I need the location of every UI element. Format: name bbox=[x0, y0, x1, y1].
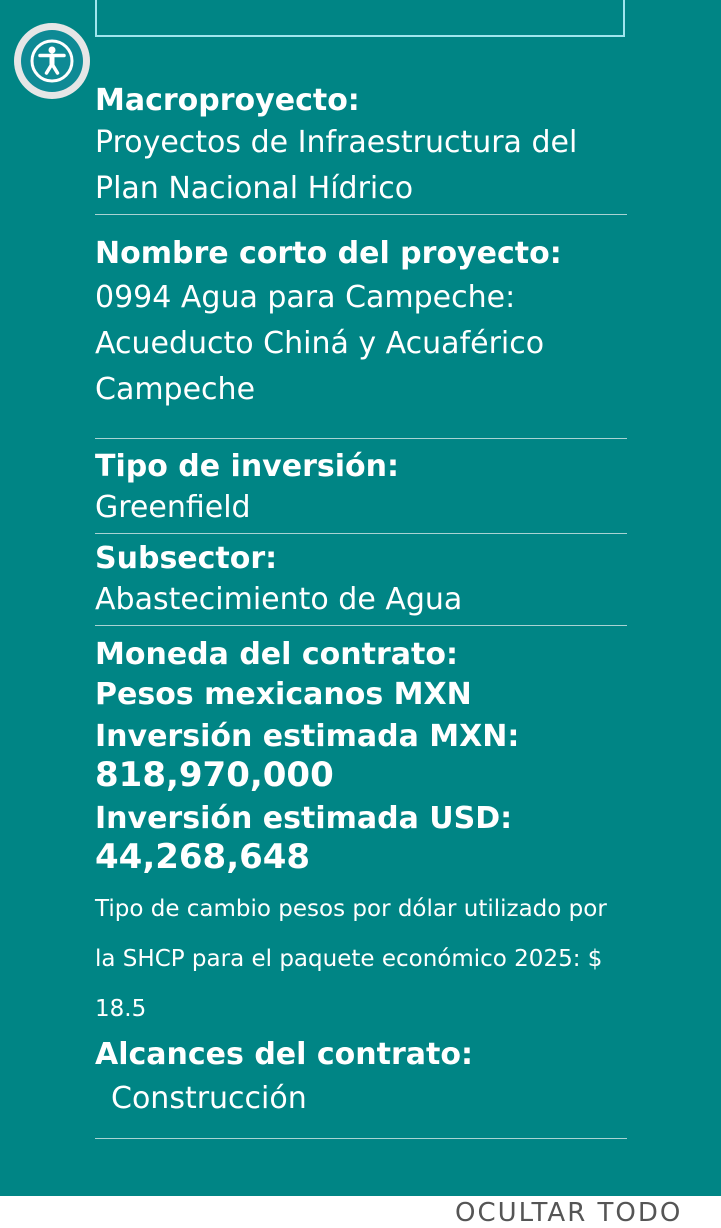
tipo-label: Tipo de inversión: bbox=[95, 449, 399, 484]
tipo-cambio-note: Tipo de cambio pesos por dólar utilizado por la SHCP para el paquete económico 2025: $ 18.5 bbox=[95, 896, 607, 1022]
moneda-label: Moneda del contrato: bbox=[95, 637, 458, 672]
project-fields bbox=[95, 82, 627, 1139]
accessibility-button[interactable] bbox=[14, 23, 90, 99]
subsector-label: Subsector: bbox=[95, 541, 278, 576]
inversion-mxn-label: Inversión estimada MXN: bbox=[95, 719, 520, 754]
moneda-value: Pesos mexicanos MXN bbox=[95, 677, 472, 712]
alcances-value: Construcción bbox=[111, 1081, 307, 1116]
macroproyecto-section bbox=[95, 82, 627, 215]
alcances-label: Alcances del contrato: bbox=[95, 1037, 473, 1072]
inversion-usd-value: 44,268,648 bbox=[95, 837, 311, 877]
macroproyecto-value: Proyectos de Infraestructura del Plan Nacional Hídrico bbox=[95, 125, 578, 206]
subsector-section bbox=[95, 534, 627, 626]
inversion-usd-label: Inversión estimada USD: bbox=[95, 801, 513, 836]
nombre-value: 0994 Agua para Campeche: Acueducto Chiná y Acuaférico Campeche bbox=[95, 280, 545, 407]
macroproyecto-label: Macroproyecto: bbox=[95, 83, 360, 118]
tipo-section bbox=[95, 439, 627, 534]
financial-section bbox=[95, 626, 627, 1139]
subsector-value: Abastecimiento de Agua bbox=[95, 582, 463, 617]
tipo-value: Greenfield bbox=[95, 490, 251, 525]
nombre-section bbox=[95, 215, 627, 439]
hide-all-toggle[interactable]: OCULTAR TODO bbox=[455, 1198, 683, 1228]
previous-section-box bbox=[95, 0, 625, 37]
nombre-label: Nombre corto del proyecto: bbox=[95, 236, 562, 271]
inversion-mxn-value: 818,970,000 bbox=[95, 755, 334, 795]
accessibility-icon bbox=[21, 30, 83, 92]
